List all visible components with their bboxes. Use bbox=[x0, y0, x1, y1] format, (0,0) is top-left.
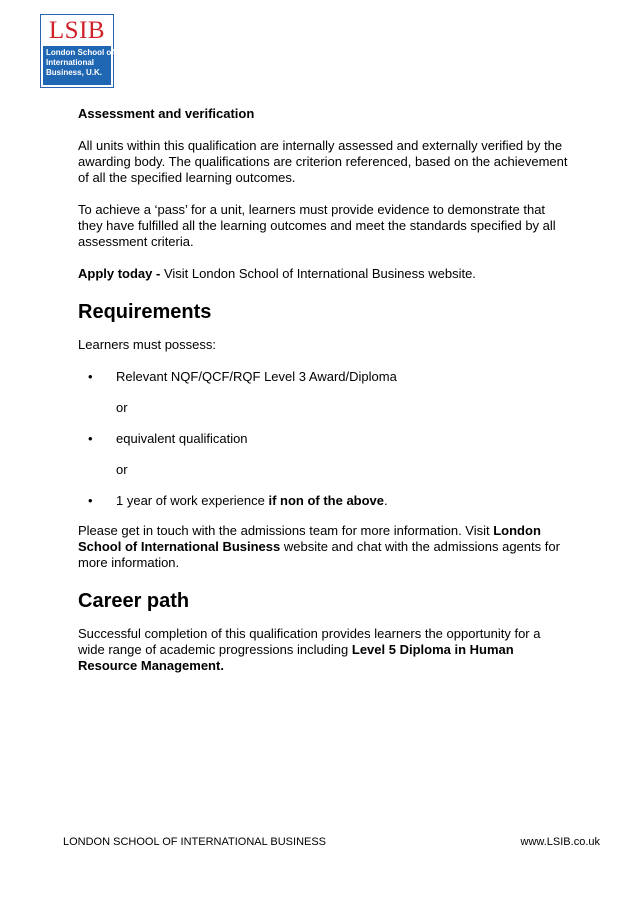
list-item bbox=[78, 493, 570, 509]
bullet-icon: • bbox=[88, 369, 93, 384]
requirement-text-end: . bbox=[384, 493, 388, 508]
footer-school-name: LONDON SCHOOL OF INTERNATIONAL BUSINESS bbox=[63, 836, 327, 848]
lsib-logo bbox=[40, 14, 114, 88]
logo-subtitle-line: London School of bbox=[46, 48, 114, 57]
or-separator: or bbox=[116, 462, 128, 477]
list-item bbox=[78, 369, 570, 385]
requirements-intro: Learners must possess: bbox=[78, 337, 217, 352]
requirements-heading: Requirements bbox=[78, 301, 212, 323]
list-item bbox=[78, 431, 570, 447]
or-separator: or bbox=[116, 400, 128, 415]
logo-wordmark: LSIB bbox=[48, 16, 106, 44]
logo-subtitle-block bbox=[43, 46, 114, 85]
assessment-paragraph-1: All units within this qualification are internally assessed and externally verified by the awarding body. The qualifications are criterion referenced, based on the achievement of all the specified learning outcomes. bbox=[78, 138, 568, 185]
requirement-text-bold: if non of the above bbox=[268, 493, 385, 508]
assessment-heading: Assessment and verification bbox=[78, 106, 255, 121]
requirements-list bbox=[78, 493, 570, 509]
career-path-paragraph bbox=[78, 626, 570, 674]
logo-subtitle-line: Business, U.K. bbox=[46, 68, 103, 77]
contact-text: website and chat with the admissions agents for more information. bbox=[78, 539, 560, 570]
contact-school-name: London School of International Business bbox=[78, 523, 541, 554]
footer-website: www.LSIB.co.uk bbox=[520, 836, 600, 848]
assessment-paragraph-2: To achieve a ‘pass’ for a unit, learners must provide evidence to demonstrate that they have fulfilled all the learning outcomes and meet the standards specified by all assessment criteria. bbox=[78, 202, 556, 249]
logo-subtitle-line: International bbox=[46, 58, 95, 67]
apply-today-line bbox=[78, 266, 570, 282]
contact-text: Please get in touch with the admissions team for more information. Visit bbox=[78, 523, 494, 538]
requirements-list bbox=[78, 431, 570, 447]
bullet-icon: • bbox=[88, 431, 93, 446]
requirements-list bbox=[78, 369, 570, 385]
bullet-icon: • bbox=[88, 493, 93, 508]
requirement-text: Relevant NQF/QCF/RQF Level 3 Award/Diploma bbox=[116, 369, 397, 384]
apply-today-label: Apply today - bbox=[78, 266, 161, 281]
contact-paragraph bbox=[78, 523, 570, 571]
requirement-text: equivalent qualification bbox=[116, 431, 248, 446]
apply-today-text: Visit London School of International Business website. bbox=[160, 266, 476, 281]
requirement-text: 1 year of work experience bbox=[116, 493, 269, 508]
career-path-heading: Career path bbox=[78, 590, 190, 612]
career-text: Successful completion of this qualification provides learners the opportunity for a wide range of academic progressions including bbox=[78, 626, 541, 657]
document-body bbox=[78, 106, 570, 674]
career-qualification: Level 5 Diploma in Human Resource Management. bbox=[78, 642, 514, 673]
page-footer bbox=[63, 836, 600, 848]
